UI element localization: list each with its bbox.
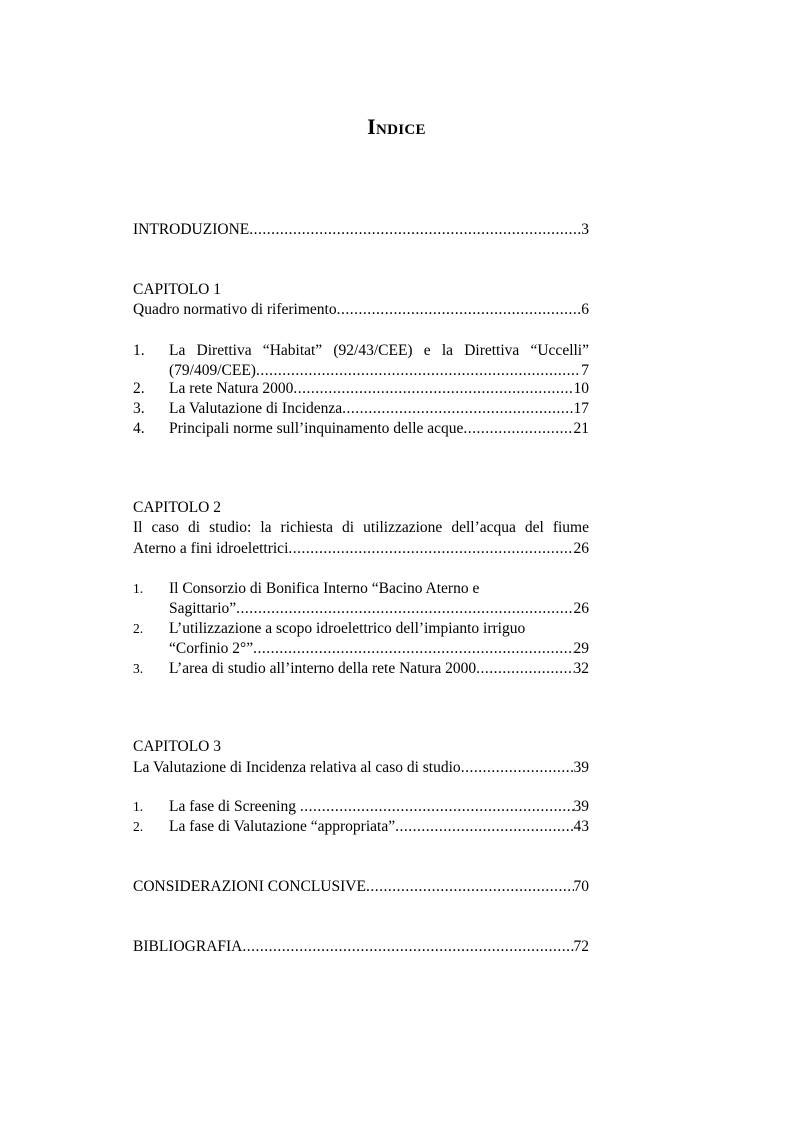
dot-leader — [236, 599, 573, 619]
dot-leader — [366, 877, 574, 897]
toc-entry-3-2[interactable] — [169, 817, 589, 837]
section-number: 4. — [133, 420, 145, 437]
toc-entry-2-1[interactable] — [169, 599, 589, 619]
section-number: 2. — [133, 380, 145, 397]
toc-page-number: 39 — [573, 759, 589, 776]
toc-entry-1-2[interactable] — [169, 379, 589, 399]
toc-page-number: 6 — [581, 301, 589, 318]
section-number: 3. — [133, 661, 144, 676]
dot-leader — [476, 659, 573, 679]
toc-page-number: 72 — [573, 938, 589, 955]
toc-entry-2-2[interactable] — [169, 639, 589, 659]
toc-entry-label: Quadro normativo di riferimento — [133, 301, 337, 318]
toc-entry-1-1[interactable] — [169, 361, 589, 381]
toc-page-number: 17 — [573, 400, 589, 417]
page-title: Indice — [367, 114, 426, 139]
toc-entry-2-2-line1[interactable]: L’utilizzazione a scopo idroelettrico dell’impianto irriguo — [169, 620, 526, 637]
section-number: 2. — [133, 621, 144, 636]
toc-page-number: 26 — [573, 540, 589, 557]
toc-page-number: 10 — [573, 380, 589, 397]
toc-page-number: 3 — [581, 221, 589, 238]
section-number: 1. — [133, 581, 144, 596]
toc-page-number: 43 — [573, 818, 589, 835]
dot-leader — [288, 539, 573, 559]
toc-entry-label: L’area di studio all’interno della rete Natura 2000 — [169, 660, 477, 677]
toc-page-number: 39 — [573, 798, 589, 815]
toc-entry-bibliografia[interactable] — [133, 937, 589, 957]
chapter-heading-1: CAPITOLO 1 — [133, 281, 221, 298]
toc-page-number: 7 — [581, 362, 589, 379]
toc-entry-label: La fase di Valutazione “appropriata” — [169, 818, 396, 835]
dot-leader — [463, 419, 573, 439]
toc-entry-chapter-2-line1[interactable]: Il caso di studio: la richiesta di utilizzazione dell’acqua del fiume — [133, 519, 589, 536]
toc-entry-label: INTRODUZIONE — [133, 221, 250, 238]
toc-page-number: 21 — [573, 420, 589, 437]
chapter-heading-3: CAPITOLO 3 — [133, 738, 221, 755]
dot-leader — [461, 758, 574, 778]
toc-entry-label: Sagittario” — [169, 600, 237, 617]
dot-leader — [342, 399, 573, 419]
toc-entry-introduzione[interactable] — [133, 220, 589, 240]
toc-entry-label: CONSIDERAZIONI CONCLUSIVE — [133, 878, 366, 895]
toc-entry-2-3[interactable] — [169, 659, 589, 679]
toc-entry-chapter-2[interactable] — [133, 539, 589, 559]
toc-page-number: 70 — [573, 878, 589, 895]
section-number: 2. — [133, 819, 144, 834]
toc-entry-label: (79/409/CEE) — [169, 362, 256, 379]
dot-leader — [242, 937, 573, 957]
chapter-heading-2: CAPITOLO 2 — [133, 499, 221, 516]
toc-entry-label: Principali norme sull’inquinamento delle acque — [169, 420, 464, 437]
toc-entry-label: La rete Natura 2000 — [169, 380, 294, 397]
toc-entry-chapter-3[interactable] — [133, 758, 589, 778]
toc-entry-considerazioni[interactable] — [133, 877, 589, 897]
toc-entry-2-1-line1[interactable]: Il Consorzio di Bonifica Interno “Bacino Aterno e — [169, 580, 480, 597]
dot-leader — [300, 797, 574, 817]
toc-entry-label: “Corfinio 2°” — [169, 640, 254, 657]
dot-leader — [249, 220, 581, 240]
dot-leader — [293, 379, 573, 399]
toc-entry-label: La Valutazione di Incidenza — [169, 400, 343, 417]
toc-entry-1-3[interactable] — [169, 399, 589, 419]
toc-page-number: 29 — [573, 640, 589, 657]
toc-entry-3-1[interactable] — [169, 797, 589, 817]
toc-page-number: 26 — [573, 600, 589, 617]
toc-entry-label: La Valutazione di Incidenza relativa al caso di studio — [133, 759, 461, 776]
section-number: 1. — [133, 799, 144, 814]
toc-entry-label: La fase di Screening — [169, 798, 300, 815]
toc-page-number: 32 — [573, 660, 589, 677]
dot-leader — [253, 639, 573, 659]
dot-leader — [337, 300, 582, 320]
toc-entry-label: Aterno a fini idroelettrici — [133, 540, 289, 557]
toc-entry-chapter-1[interactable] — [133, 300, 589, 320]
dot-leader — [256, 361, 581, 381]
toc-entry-1-4[interactable] — [169, 419, 589, 439]
toc-entry-label: BIBLIOGRAFIA — [133, 938, 243, 955]
dot-leader — [395, 817, 573, 837]
section-number: 3. — [133, 400, 145, 417]
toc-entry-1-1-line1[interactable]: La Direttiva “Habitat” (92/43/CEE) e la Direttiva “Uccelli” — [169, 342, 589, 359]
section-number: 1. — [133, 342, 145, 359]
